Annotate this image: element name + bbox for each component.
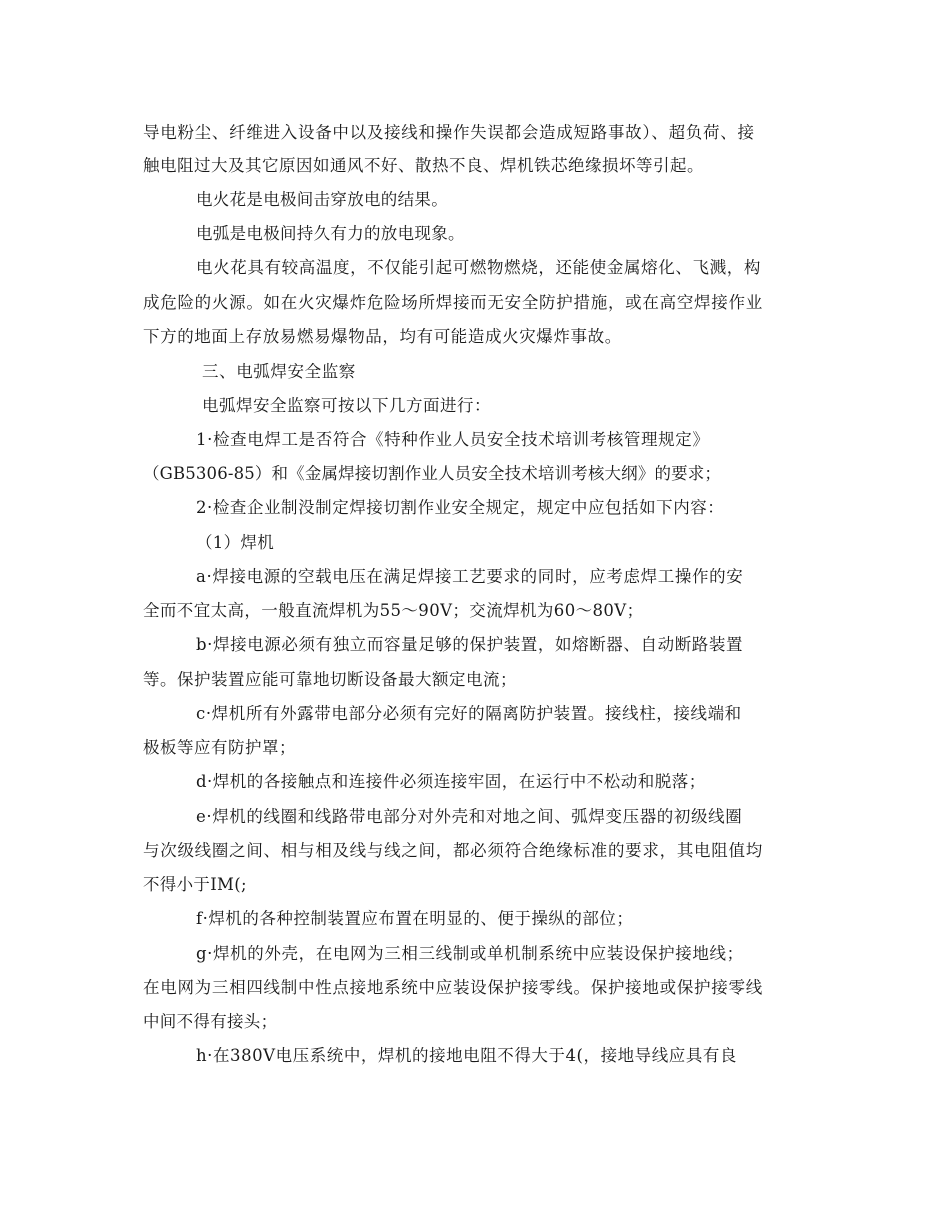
text-line: 电弧焊安全监察可按以下几方面进行： [202, 396, 491, 415]
text-line: f·焊机的各种控制装置应布置在明显的、便于操纵的部位； [196, 909, 634, 928]
text-line: h·在380V电压系统中，焊机的接地电阻不得大于4(，接地导线应具有良 [196, 1046, 737, 1065]
text-line: 成危险的火源。如在火灾爆炸危险场所焊接而无安全防护措施，或在高空焊接作业 [143, 293, 763, 312]
text-line: c·焊机所有外露带电部分必须有完好的隔离防护装置。接线柱，接线端和 [196, 704, 742, 723]
text-line: 与次级线圈之间、相与相及线与线之间，都必须符合绝缘标准的要求，其电阻值均 [143, 841, 763, 860]
text-line: （GB5306-85）和《金属焊接切割作业人员安全技术培训考核大纲》的要求； [143, 464, 722, 483]
text-line: 在电网为三相四线制中性点接地系统中应装设保护接零线。保护接地或保护接零线 [143, 978, 763, 997]
text-line: 等。保护装置应能可靠地切断设备最大额定电流； [143, 670, 517, 689]
text-line: e·焊机的线圈和线路带电部分对外壳和对地之间、弧焊变压器的初级线圈 [196, 807, 743, 826]
text-line: g·焊机的外壳，在电网为三相三线制或单机制系统中应装设保护接地线； [196, 944, 744, 963]
text-line: d·焊机的各接触点和连接件必须连接牢固，在运行中不松动和脱落； [196, 772, 706, 791]
text-line: 不得小于IM(; [143, 875, 247, 894]
text-line: 全而不宜太高，一般直流焊机为55～90V；交流焊机为60～80V； [143, 601, 644, 620]
text-line: 下方的地面上存放易燃易爆物品，均有可能造成火灾爆炸事故。 [143, 327, 622, 346]
text-line: 中间不得有接头； [143, 1012, 278, 1031]
text-line: 电弧是电极间持久有力的放电现象。 [196, 224, 465, 243]
section-heading: 三、电弧焊安全监察 [202, 362, 356, 381]
text-line: 电火花具有较高温度，不仅能引起可燃物燃烧，还能使金属熔化、飞溅，构 [196, 258, 761, 277]
text-line: 导电粉尘、纤维进入设备中以及接线和操作失误都会造成短路事故）、超负荷、接 [143, 123, 755, 142]
text-line: 极板等应有防护罩； [143, 738, 296, 757]
text-line: 1·检查电焊工是否符合《特种作业人员安全技术培训考核管理规定》 [196, 430, 710, 449]
subsection-heading: （1）焊机 [196, 533, 274, 552]
text-line: 触电阻过大及其它原因如通风不好、散热不良、焊机铁芯绝缘损坏等引起。 [143, 156, 704, 175]
text-line: b·焊接电源必须有独立而容量足够的保护装置，如熔断器、自动断路装置 [196, 635, 744, 654]
text-line: a·焊接电源的空载电压在满足焊接工艺要求的同时，应考虑焊工操作的安 [196, 567, 744, 586]
text-line: 2·检查企业制没制定焊接切割作业安全规定，规定中应包括如下内容： [196, 498, 725, 517]
text-line: 电火花是电极间击穿放电的结果。 [196, 190, 448, 209]
